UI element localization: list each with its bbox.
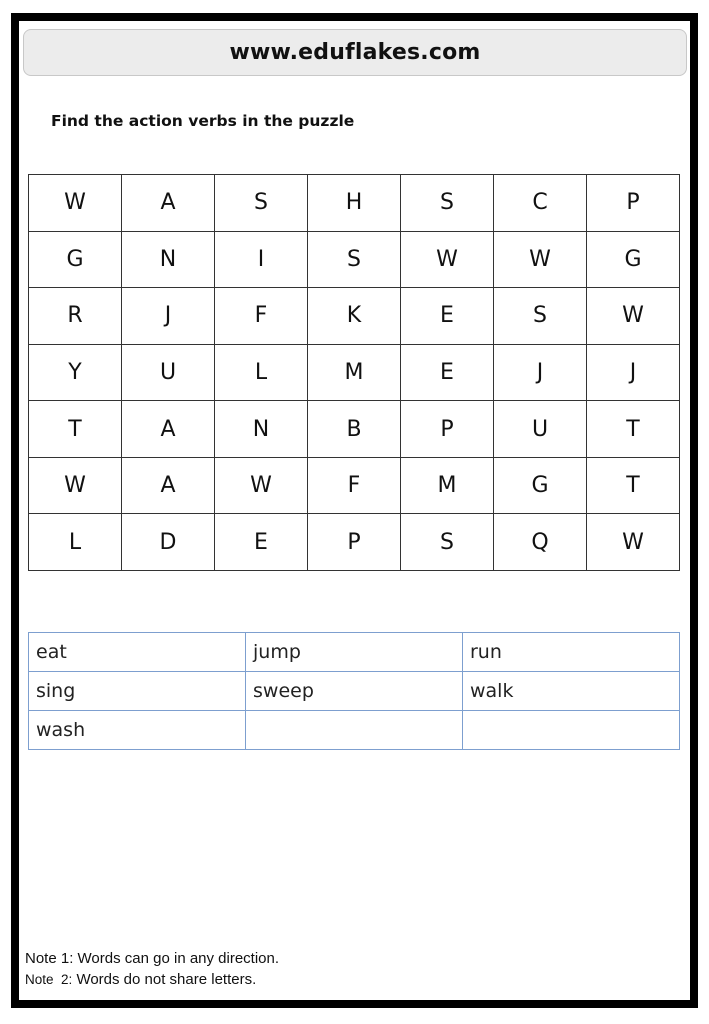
grid-cell: N <box>215 401 308 458</box>
grid-cell: U <box>494 401 587 458</box>
grid-cell: T <box>29 401 122 458</box>
grid-row <box>29 231 680 288</box>
word-list-item: wash <box>29 711 246 750</box>
grid-cell: W <box>494 231 587 288</box>
grid-cell: F <box>215 288 308 345</box>
notes-section <box>25 948 279 990</box>
grid-cell: E <box>401 288 494 345</box>
grid-cell: Q <box>494 514 587 571</box>
grid-cell: G <box>494 457 587 514</box>
grid-cell: W <box>587 514 680 571</box>
word-list-row <box>29 711 680 750</box>
grid-row <box>29 457 680 514</box>
grid-cell: A <box>122 175 215 232</box>
grid-cell: J <box>587 344 680 401</box>
grid-cell: M <box>401 457 494 514</box>
grid-cell: S <box>308 231 401 288</box>
word-list-item: eat <box>29 633 246 672</box>
grid-cell: I <box>215 231 308 288</box>
grid-cell: S <box>215 175 308 232</box>
grid-cell: M <box>308 344 401 401</box>
word-list-item <box>463 711 680 750</box>
grid-cell: F <box>308 457 401 514</box>
grid-cell: R <box>29 288 122 345</box>
word-list-table <box>28 632 680 750</box>
grid-cell: D <box>122 514 215 571</box>
grid-cell: W <box>29 175 122 232</box>
grid-row <box>29 344 680 401</box>
grid-cell: J <box>494 344 587 401</box>
grid-cell: W <box>215 457 308 514</box>
instruction-text: Find the action verbs in the puzzle <box>51 112 355 130</box>
grid-cell: W <box>29 457 122 514</box>
grid-cell: C <box>494 175 587 232</box>
grid-cell: E <box>401 344 494 401</box>
grid-cell: E <box>215 514 308 571</box>
note-2-text: Words do not share letters. <box>72 971 257 988</box>
note-1 <box>25 948 279 969</box>
note-1-label: Note 1: <box>25 950 74 967</box>
note-2-label: Note 2: <box>25 972 73 987</box>
site-header <box>23 29 687 76</box>
grid-cell: S <box>494 288 587 345</box>
word-list-row <box>29 633 680 672</box>
grid-cell: P <box>401 401 494 458</box>
word-list-item: sing <box>29 672 246 711</box>
grid-cell: B <box>308 401 401 458</box>
grid-row <box>29 288 680 345</box>
grid-row <box>29 175 680 232</box>
grid-cell: P <box>587 175 680 232</box>
grid-cell: H <box>308 175 401 232</box>
site-title: www.eduflakes.com <box>229 40 481 65</box>
grid-cell: A <box>122 457 215 514</box>
grid-cell: W <box>587 288 680 345</box>
word-list-item: run <box>463 633 680 672</box>
note-1-text: Words can go in any direction. <box>73 950 280 967</box>
grid-cell: U <box>122 344 215 401</box>
grid-cell: A <box>122 401 215 458</box>
grid-cell: Y <box>29 344 122 401</box>
grid-cell: G <box>587 231 680 288</box>
grid-cell: T <box>587 401 680 458</box>
grid-cell: G <box>29 231 122 288</box>
word-search-grid <box>28 174 680 571</box>
word-list-item <box>246 711 463 750</box>
word-list-row <box>29 672 680 711</box>
grid-cell: J <box>122 288 215 345</box>
grid-row <box>29 514 680 571</box>
grid-cell: T <box>587 457 680 514</box>
grid-cell: L <box>215 344 308 401</box>
word-list-item: walk <box>463 672 680 711</box>
grid-cell: S <box>401 175 494 232</box>
grid-cell: N <box>122 231 215 288</box>
grid-cell: L <box>29 514 122 571</box>
grid-cell: W <box>401 231 494 288</box>
grid-cell: P <box>308 514 401 571</box>
note-2 <box>25 969 279 990</box>
word-list-item: jump <box>246 633 463 672</box>
grid-cell: S <box>401 514 494 571</box>
word-list-item: sweep <box>246 672 463 711</box>
grid-cell: K <box>308 288 401 345</box>
grid-row <box>29 401 680 458</box>
